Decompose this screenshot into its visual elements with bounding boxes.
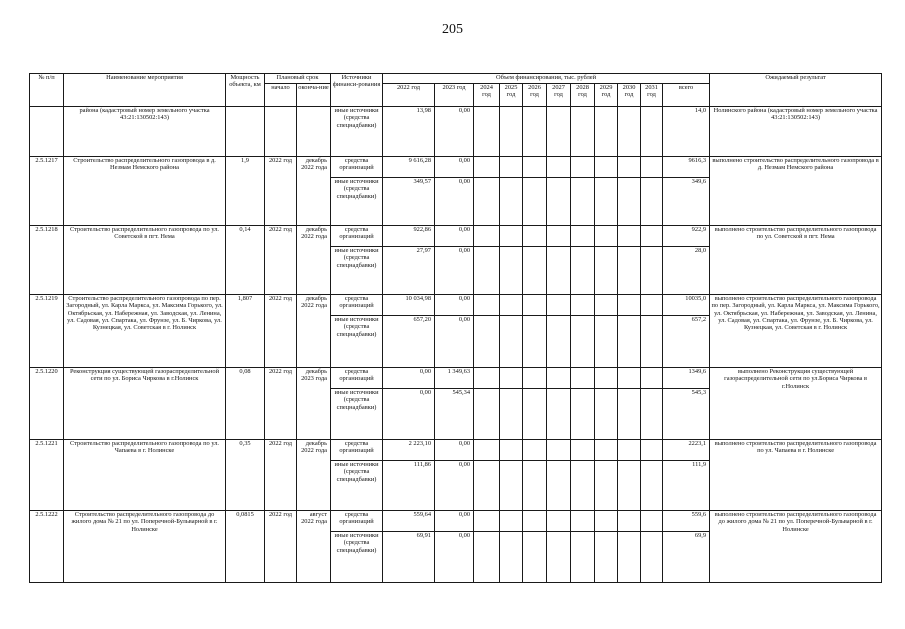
empty-cell [595, 226, 618, 247]
row-capacity: 0,14 [226, 226, 265, 295]
row-org-2023: 0,00 [435, 440, 474, 461]
empty-cell [571, 295, 595, 316]
row-result: выполнено строительство распределительного газопровода по пер. Загородный, ул. Карла Маркса, ул. Максима Горького, ул. Октябрьская, ул. Набережная, ул. Заводская, ул. Ленина, ул. Садовая, ул. Спартака, ул. Фрунзе, ул. Б. Чиркова, ул. Кузнецкая, ул. Советская в г. Нолинск [710, 295, 882, 368]
row-source-other: иные источники (средства спецнадбавки) [331, 178, 383, 226]
empty-cell [500, 461, 523, 511]
empty-cell [523, 316, 547, 368]
empty-cell [618, 440, 641, 461]
row-org-2022: 9 616,28 [383, 157, 435, 178]
row-other-total: 657,2 [663, 316, 710, 368]
row-other-total: 111,9 [663, 461, 710, 511]
header-year-2023: 2023 год [435, 84, 474, 107]
empty-cell [523, 295, 547, 316]
empty-cell [571, 226, 595, 247]
row-capacity: 1,9 [226, 157, 265, 226]
header-num: № п/п [30, 74, 64, 107]
empty-cell [571, 461, 595, 511]
empty-cell [618, 226, 641, 247]
row-source-other: иные источники (средства спецнадбавки) [331, 532, 383, 583]
row-other-2023: 0,00 [435, 247, 474, 295]
header-year-2022: 2022 год [383, 84, 435, 107]
header-funding: Объем финансирования, тыс. рублей [383, 74, 710, 84]
empty-cell [595, 511, 618, 532]
empty-cell [523, 368, 547, 389]
table-row [30, 368, 882, 389]
table-row [30, 157, 882, 178]
row-end: декабрь 2022 года [297, 226, 331, 295]
empty-cell [641, 226, 663, 247]
row-capacity: 1,807 [226, 295, 265, 368]
empty-cell [547, 178, 571, 226]
empty-cell [571, 316, 595, 368]
header-plan-term: Плановый срок [265, 74, 331, 84]
table-row [30, 511, 882, 532]
row-org-2022: 10 034,98 [383, 295, 435, 316]
row-other-2022: 0,00 [383, 389, 435, 440]
header-capacity: Мощность объекта, км [226, 74, 265, 107]
row-org-total: 9616,3 [663, 157, 710, 178]
empty-cell [474, 247, 500, 295]
row-org-2023: 0,00 [435, 157, 474, 178]
row-org-total: 922,9 [663, 226, 710, 247]
header-year-2030: 2030 год [618, 84, 641, 107]
row-start: 2022 год [265, 368, 297, 440]
row-result: выполнено Реконструкция существующей газораспределительной сети по ул.Бориса Чиркова в г.Нолинск [710, 368, 882, 440]
row-name: Строительство распределительного газопровода по пер. Загородный, ул. Карла Маркса, ул. Максима Горького, ул. Октябрьская, ул. Набережная, ул. Заводская, ул. Ленина, ул. Садовая, ул. Спартака, ул. Фрунзе, ул. Б. Чиркова, ул. Кузнецкая, ул. Советская в г. Нолинск [64, 295, 226, 368]
row-num: 2.5.1221 [30, 440, 64, 511]
empty-cell [547, 389, 571, 440]
row-name: Реконструкция существующей газораспределительной сети по ул. Бориса Чиркова в г.Нолинск [64, 368, 226, 440]
row-start: 2022 год [265, 440, 297, 511]
empty-cell [500, 389, 523, 440]
row-num: 2.5.1222 [30, 511, 64, 583]
empty-cell [595, 295, 618, 316]
empty-cell [474, 511, 500, 532]
empty-cell [523, 157, 547, 178]
empty-cell [500, 295, 523, 316]
row-other-2022: 349,57 [383, 178, 435, 226]
table-body [30, 107, 882, 583]
empty-cell [500, 440, 523, 461]
table-row [30, 226, 882, 247]
empty-cell [595, 532, 618, 583]
empty-cell [571, 368, 595, 389]
row-source-other: иные источники (средства спецнадбавки) [331, 389, 383, 440]
empty-cell [547, 157, 571, 178]
empty-cell [523, 178, 547, 226]
row-source-other: иные источники (средства спецнадбавки) [331, 247, 383, 295]
row-num: 2.5.1218 [30, 226, 64, 295]
header-year-2025: 2025 год [500, 84, 523, 107]
empty-cell [595, 316, 618, 368]
empty-cell [523, 226, 547, 247]
empty-cell [500, 511, 523, 532]
empty-cell [618, 511, 641, 532]
empty-cell [547, 247, 571, 295]
empty-cell [474, 295, 500, 316]
empty-cell [500, 226, 523, 247]
empty-cell [618, 368, 641, 389]
row-end: декабрь 2023 года [297, 368, 331, 440]
row-other-2022: 657,20 [383, 316, 435, 368]
row-org-2022: 0,00 [383, 368, 435, 389]
row-source-org: средства организаций [331, 157, 383, 178]
empty-cell [474, 461, 500, 511]
row-num: 2.5.1220 [30, 368, 64, 440]
continuation-result: Нолинского района (кадастровый номер земельного участка 43:21:130502:143) [710, 107, 882, 157]
empty-cell [500, 532, 523, 583]
header-year-2024: 2024 год [474, 84, 500, 107]
empty-cell [474, 226, 500, 247]
empty-cell [595, 461, 618, 511]
empty-cell [641, 389, 663, 440]
empty-cell [500, 157, 523, 178]
empty-cell [547, 368, 571, 389]
empty-cell [618, 532, 641, 583]
row-num: 2.5.1219 [30, 295, 64, 368]
row-end: декабрь 2022 года [297, 440, 331, 511]
empty-cell [595, 368, 618, 389]
empty-cell [571, 532, 595, 583]
empty-cell [641, 157, 663, 178]
empty-cell [523, 461, 547, 511]
row-other-2023: 0,00 [435, 316, 474, 368]
empty-cell [547, 226, 571, 247]
row-end: август 2022 года [297, 511, 331, 583]
header-year-2029: 2029 год [595, 84, 618, 107]
empty-cell [571, 389, 595, 440]
empty-cell [641, 461, 663, 511]
row-org-2022: 922,86 [383, 226, 435, 247]
row-org-2022: 559,64 [383, 511, 435, 532]
row-capacity: 0,08 [226, 368, 265, 440]
row-org-total: 559,6 [663, 511, 710, 532]
row-org-2023: 1 349,63 [435, 368, 474, 389]
header-year-2027: 2027 год [547, 84, 571, 107]
header-sources: Источники финанси-рования [331, 74, 383, 107]
row-source-org: средства организаций [331, 368, 383, 389]
row-org-total: 10035,0 [663, 295, 710, 316]
empty-cell [500, 178, 523, 226]
row-other-2022: 69,91 [383, 532, 435, 583]
row-other-2023: 0,00 [435, 178, 474, 226]
row-other-total: 349,6 [663, 178, 710, 226]
empty-cell [618, 316, 641, 368]
continuation-total: 14,0 [663, 107, 710, 157]
empty-cell [571, 178, 595, 226]
empty-cell [547, 316, 571, 368]
empty-cell [474, 368, 500, 389]
empty-cell [618, 461, 641, 511]
empty-cell [641, 295, 663, 316]
empty-cell [571, 247, 595, 295]
continuation-2023: 0,00 [435, 107, 474, 157]
empty-cell [500, 247, 523, 295]
row-org-2023: 0,00 [435, 226, 474, 247]
continuation-name: района (кадастровый номер земельного участка 43:21:130502:143) [64, 107, 226, 157]
empty-cell [595, 389, 618, 440]
empty-cell [523, 511, 547, 532]
row-result: выполнено строительство распределительного газопровода в д. Незмам Немского района [710, 157, 882, 226]
header-total: всего [663, 84, 710, 107]
empty-cell [618, 295, 641, 316]
empty-cell [595, 247, 618, 295]
empty-cell [547, 511, 571, 532]
empty-cell [474, 157, 500, 178]
table-row [30, 295, 882, 316]
row-name: Строительство распределительного газопровода в д. Незмам Немского района [64, 157, 226, 226]
empty-cell [641, 178, 663, 226]
header-result: Ожидаемый результат [710, 74, 882, 107]
row-org-2023: 0,00 [435, 295, 474, 316]
empty-cell [500, 316, 523, 368]
row-num: 2.5.1217 [30, 157, 64, 226]
row-start: 2022 год [265, 511, 297, 583]
row-other-2022: 111,86 [383, 461, 435, 511]
header-name: Наименование мероприятия [64, 74, 226, 107]
header-start: начало [265, 84, 297, 107]
table-row-continuation [30, 107, 882, 157]
empty-cell [641, 532, 663, 583]
empty-cell [474, 389, 500, 440]
row-result: выполнено строительство распределительного газопровода по ул. Чапаева в г. Нолинске [710, 440, 882, 511]
empty-cell [523, 440, 547, 461]
empty-cell [547, 295, 571, 316]
empty-cell [523, 247, 547, 295]
row-name: Строительство распределительного газопровода до жилого дома № 21 по ул. Поперечной-Бульварной в г. Нолинске [64, 511, 226, 583]
row-org-total: 1349,6 [663, 368, 710, 389]
table-row [30, 440, 882, 461]
row-name: Строительство распределительного газопровода по ул. Чапаева в г. Нолинске [64, 440, 226, 511]
header-year-2028: 2028 год [571, 84, 595, 107]
empty-cell [641, 440, 663, 461]
continuation-source: иные источники (средства спецнадбавки) [331, 107, 383, 157]
empty-cell [523, 389, 547, 440]
empty-cell [618, 157, 641, 178]
empty-cell [547, 461, 571, 511]
empty-cell [641, 368, 663, 389]
row-start: 2022 год [265, 226, 297, 295]
row-result: выполнено строительство распределительного газопровода по ул. Советской в пгт. Нема [710, 226, 882, 295]
row-result: выполнено строительство распределительного газопровода до жилого дома № 21 по ул. Поперечной-Бульварной в г. Нолинске [710, 511, 882, 583]
row-source-org: средства организаций [331, 295, 383, 316]
header-row-1 [30, 74, 882, 84]
empty-cell [571, 157, 595, 178]
empty-cell [474, 178, 500, 226]
empty-cell [474, 532, 500, 583]
row-capacity: 0,35 [226, 440, 265, 511]
row-other-total: 545,3 [663, 389, 710, 440]
empty-cell [641, 247, 663, 295]
empty-cell [641, 316, 663, 368]
header-year-2031: 2031 год [641, 84, 663, 107]
row-org-total: 2223,1 [663, 440, 710, 461]
row-source-other: иные источники (средства спецнадбавки) [331, 316, 383, 368]
header-end: оконча-ние [297, 84, 331, 107]
funding-table [29, 73, 882, 583]
page-number: 205 [442, 22, 463, 37]
row-capacity: 0,0815 [226, 511, 265, 583]
row-name: Строительство распределительного газопровода по ул. Советской в пгт. Нема [64, 226, 226, 295]
row-start: 2022 год [265, 157, 297, 226]
empty-cell [523, 532, 547, 583]
continuation-2022: 13,98 [383, 107, 435, 157]
empty-cell [500, 368, 523, 389]
row-start: 2022 год [265, 295, 297, 368]
row-source-org: средства организаций [331, 511, 383, 532]
empty-cell [547, 532, 571, 583]
row-end: декабрь 2022 года [297, 295, 331, 368]
empty-cell [595, 157, 618, 178]
empty-cell [571, 511, 595, 532]
row-org-2023: 0,00 [435, 511, 474, 532]
empty-cell [474, 316, 500, 368]
row-other-total: 69,9 [663, 532, 710, 583]
empty-cell [618, 247, 641, 295]
empty-cell [641, 511, 663, 532]
row-source-other: иные источники (средства спецнадбавки) [331, 461, 383, 511]
row-end: декабрь 2022 года [297, 157, 331, 226]
empty-cell [618, 389, 641, 440]
empty-cell [595, 178, 618, 226]
empty-cell [618, 178, 641, 226]
row-other-2023: 0,00 [435, 532, 474, 583]
empty-cell [571, 440, 595, 461]
row-other-2023: 0,00 [435, 461, 474, 511]
row-source-org: средства организаций [331, 226, 383, 247]
row-other-total: 28,0 [663, 247, 710, 295]
row-other-2023: 545,34 [435, 389, 474, 440]
empty-cell [595, 440, 618, 461]
empty-cell [547, 440, 571, 461]
row-source-org: средства организаций [331, 440, 383, 461]
row-other-2022: 27,97 [383, 247, 435, 295]
empty-cell [474, 440, 500, 461]
header-year-2026: 2026 год [523, 84, 547, 107]
row-org-2022: 2 223,10 [383, 440, 435, 461]
